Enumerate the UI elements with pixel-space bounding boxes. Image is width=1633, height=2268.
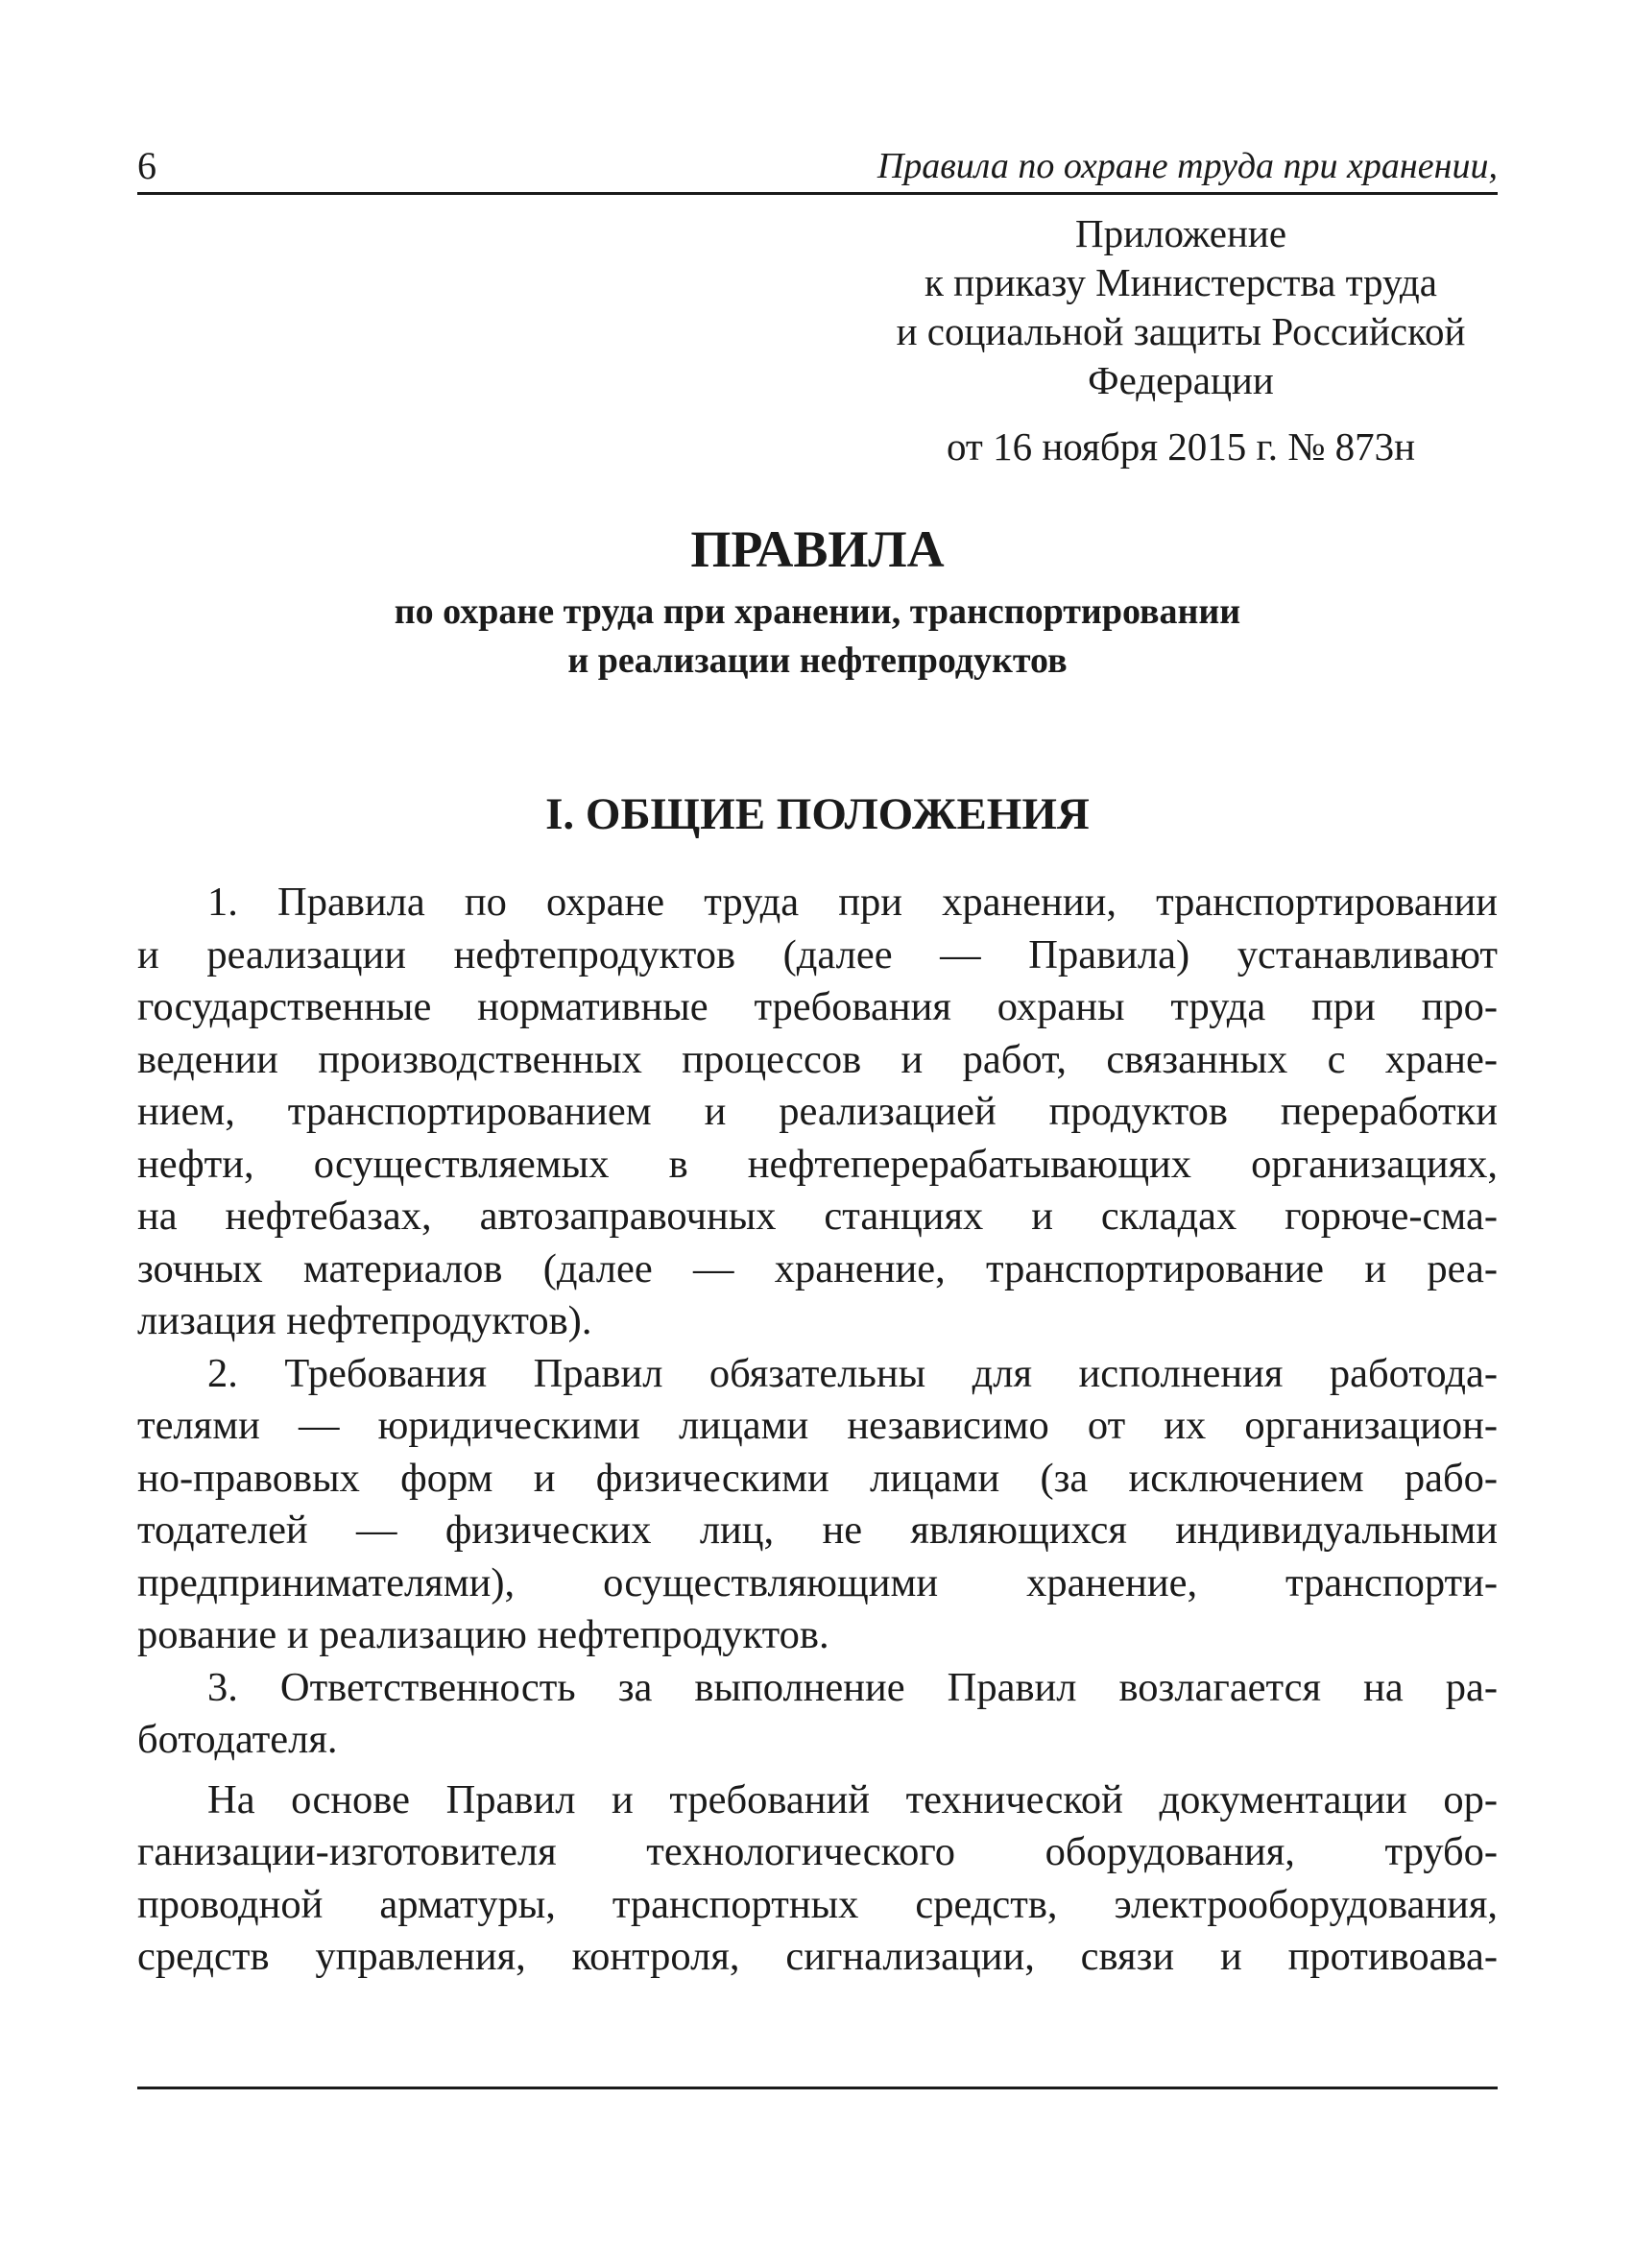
appendix-line: Федерации xyxy=(1088,358,1274,402)
text-line: рование и реализацию нефтепродуктов. xyxy=(137,1612,829,1657)
text-line: нефти, осуществляемых в нефтеперерабатывающих организациях, xyxy=(137,1141,1498,1187)
text-line: ведении производственных процессов и работ, связанных с хране- xyxy=(137,1036,1498,1082)
text-line: проводной арматуры, транспортных средств, электрооборудования, xyxy=(137,1881,1498,1927)
text-line: и реализации нефтепродуктов (далее — Правила) устанавливают xyxy=(137,931,1498,977)
appendix-line: к приказу Министерства труда xyxy=(925,260,1437,304)
text-line: на нефтебазах, автозаправочных станциях и складах горюче-сма- xyxy=(137,1194,1498,1239)
subtitle-line: и реализации нефтепродуктов xyxy=(567,640,1068,681)
text-line: государственные нормативные требования охраны труда при про- xyxy=(137,984,1498,1029)
text-line: ботодателя. xyxy=(137,1717,338,1762)
text-line: На основе Правил и требований технической документации ор- xyxy=(207,1776,1498,1822)
text-line: ганизации-изготовителя технологического оборудования, трубо- xyxy=(137,1829,1498,1874)
document-subtitle xyxy=(137,588,1498,686)
running-header xyxy=(137,142,1498,195)
appendix-line: и социальной защиты Российской xyxy=(896,309,1466,353)
text-line: тодателей — физических лиц, не являющихся индивидуальными xyxy=(137,1508,1498,1553)
text-line: зочных материалов (далее — хранение, транспортирование и реа- xyxy=(137,1245,1498,1291)
appendix-block xyxy=(845,209,1517,471)
text-line: но-правовых форм и физическими лицами (за исключением рабо- xyxy=(137,1455,1498,1501)
body-text xyxy=(137,877,1498,1984)
text-line: телями — юридическими лицами независимо от их организацион- xyxy=(137,1403,1498,1448)
document-title: ПРАВИЛА xyxy=(690,520,945,578)
subtitle-line: по охране труда при хранении, транспортировании xyxy=(394,591,1241,632)
section-heading: I. ОБЩИЕ ПОЛОЖЕНИЯ xyxy=(545,789,1090,839)
paragraph-1 xyxy=(137,877,1498,1348)
paragraph-4 xyxy=(137,1774,1498,1984)
paragraph-2 xyxy=(137,1348,1498,1662)
paragraph-3 xyxy=(137,1662,1498,1767)
text-line: средств управления, контроля, сигнализации, связи и противоава- xyxy=(137,1934,1498,1979)
appendix-line: Приложение xyxy=(1074,211,1287,255)
text-line: 3. Ответственность за выполнение Правил возлагается на ра- xyxy=(207,1664,1498,1710)
text-line: 1. Правила по охране труда при хранении, транспортировании xyxy=(207,880,1498,925)
running-title: Правила по охране труда при хранении, xyxy=(877,146,1498,186)
text-line: нием, транспортированием и реализацией продуктов переработки xyxy=(137,1089,1498,1134)
page-number: 6 xyxy=(137,144,156,187)
text-line: лизация нефтепродуктов). xyxy=(137,1298,592,1343)
text-line: 2. Требования Правил обязательны для исполнения работода- xyxy=(207,1350,1498,1396)
text-line: предпринимателями), осуществляющими хранение, транспорти- xyxy=(137,1559,1498,1605)
appendix-date-line: от 16 ноября 2015 г. № 873н xyxy=(946,424,1416,469)
footer-rule xyxy=(137,2087,1498,2089)
